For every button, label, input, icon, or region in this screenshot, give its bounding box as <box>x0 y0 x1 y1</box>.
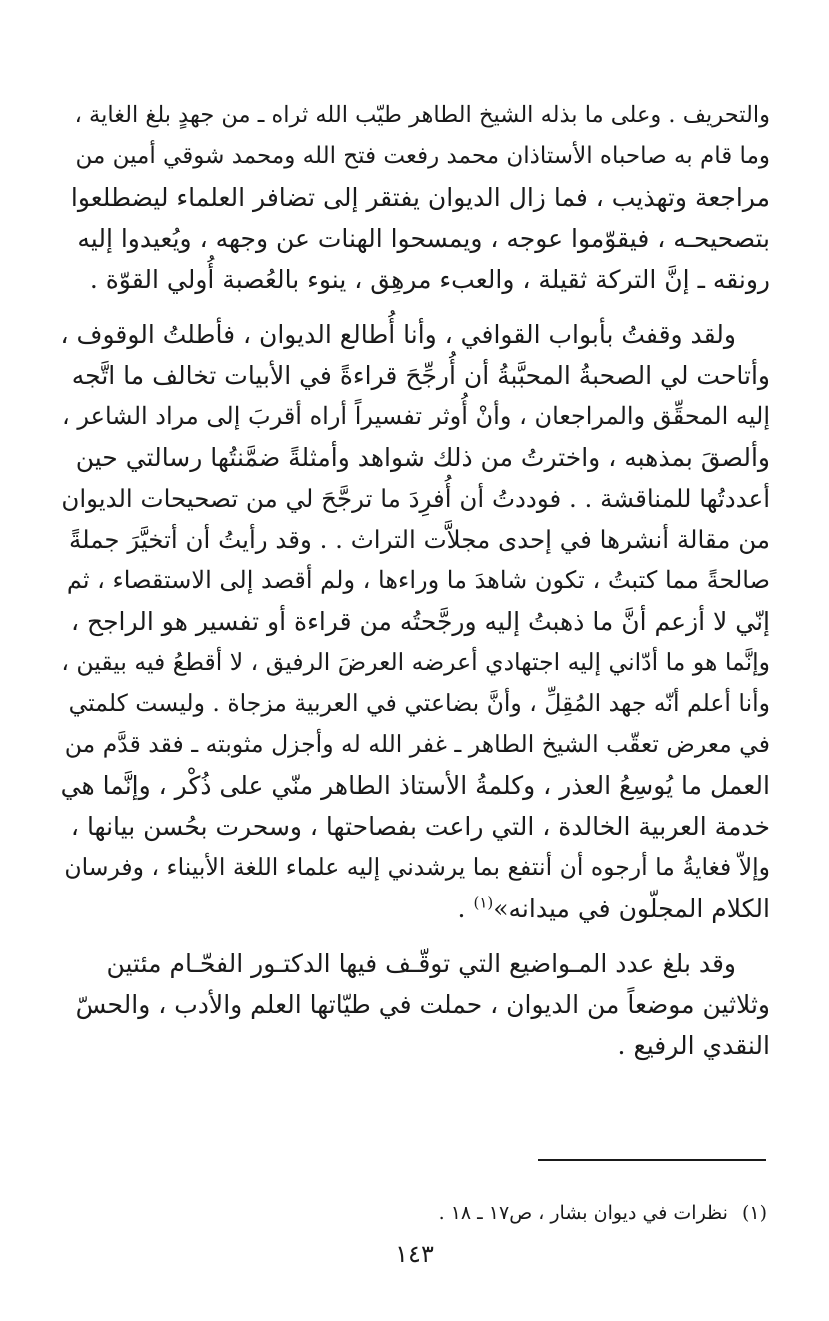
footnote-reference[interactable]: (١) <box>473 893 494 912</box>
text-line: أعددتُها للمناقشة . . فوددتُ أن أُفرِدَ ما ترجَّحَ لي من تصحيحات الديوان <box>61 484 770 513</box>
text-line: إنّي لا أزعم أنَّ ما ذهبتُ إليه ورجَّحتُه من قراءة أو تفسير هو الراجح ، <box>70 607 770 636</box>
text-line: وإنَّما هو ما أدّاني إليه اجتهادي أعرضه العرضَ الرفيق ، لا أقطعُ فيه بيقين ، <box>61 648 770 676</box>
text-line <box>62 888 770 929</box>
footnote-divider <box>538 1159 766 1161</box>
text-line: من مقالة أنشرها في إحدى مجلاَّت التراث . . وقد رأيتُ أن أتخيَّرَ جملةً <box>69 525 770 554</box>
text-line: خدمة العربية الخالدة ، التي راعت بفصاحتها ، وسحرت بحُسن بيانها ، <box>70 812 770 841</box>
text-line: في معرض تعقّب الشيخ الطاهر ـ غفر الله له وأجزل مثوبته ـ فقد قدَّم من <box>64 730 770 758</box>
text-line: ولقد وقفتُ بأبواب القوافي ، وأنا أُطالع الديوان ، فأطلتُ الوقوف ، <box>60 320 736 349</box>
text-line: وقد بلغ عدد المـواضيع التي توقّـف فيها الدكتـور الفحّـام مئتين <box>106 949 736 978</box>
page-body <box>62 95 770 1080</box>
text-line: بتصحيحـه ، فيقوّموا عوجه ، ويمسحوا الهنات عن وجهه ، ويُعيدوا إليه <box>77 224 770 253</box>
text-line: النقدي الرفيع . <box>617 1031 770 1060</box>
text-line: وأتاحت لي الصحبةُ المحبَّبةُ أن أُرجِّحَ قراءةً في الأبيات تخالف ما اتَّجه <box>71 361 770 390</box>
paragraph-3 <box>62 943 770 1066</box>
paragraph-2 <box>62 314 770 929</box>
footnote-text: نظرات في ديوان بشار ، ص١٧ ـ ١٨ . <box>438 1202 728 1224</box>
text-line: صالحةً مما كتبتُ ، تكون شاهدَ ما وراءها ، ولم أقصد إلى الاستقصاء ، ثم <box>66 566 770 594</box>
text-line: وأنا أعلم أنّه جهد المُقِلِّ ، وأنَّ بضاعتي في العربية مزجاة . وليست كلمتي <box>68 689 770 717</box>
text-line: رونقه ـ إنَّ التركة ثقيلة ، والعبء مرهِق ، ينوء بالعُصبة أُولي القوّة . <box>89 265 770 294</box>
footnote <box>439 1199 767 1227</box>
text-line: العمل ما يُوسِعُ العذر ، وكلمةُ الأستاذ الطاهر منّي على ذُكْر ، وإنَّما هي <box>60 771 770 800</box>
text-line: إليه المحقِّق والمراجعان ، وأنْ أُوثر تفسيراً أراه أقربَ إلى مراد الشاعر ، <box>62 402 770 430</box>
footnote-number: (١) <box>741 1202 767 1224</box>
text-line: وما قام به صاحباه الأستاذان محمد رفعت فتح الله ومحمد شوقي أمين من <box>75 143 770 169</box>
text-line: مراجعة وتهذيب ، فما زال الديوان يفتقر إلى تضافر العلماء ليضطلعوا <box>70 183 770 212</box>
text-line: وألصقَ بمذهبه ، واخترتُ من ذلك شواهد وأمثلةً ضمَّنتُها رسالتي حين <box>75 443 770 472</box>
text-line: وثلاثين موضعاً من الديوان ، حملت في طيّاتها العلم والأدب ، والحسّ <box>75 990 770 1019</box>
text-line: والتحريف . وعلى ما بذله الشيخ الطاهر طيّب الله ثراه ـ من جهدٍ بلغ الغاية ، <box>74 102 770 128</box>
page-number: ١٤٣ <box>395 1240 434 1268</box>
text-line: وإلاّ فغايةُ ما أرجوه أن أنتفع بما يرشدني إليه علماء اللغة الأبيناء ، وفرسان <box>64 853 770 881</box>
paragraph-1 <box>62 95 770 300</box>
text-line-fragment: الكلام المجلّون في ميدانه» <box>493 894 770 923</box>
text-line-tail: . <box>457 894 474 923</box>
